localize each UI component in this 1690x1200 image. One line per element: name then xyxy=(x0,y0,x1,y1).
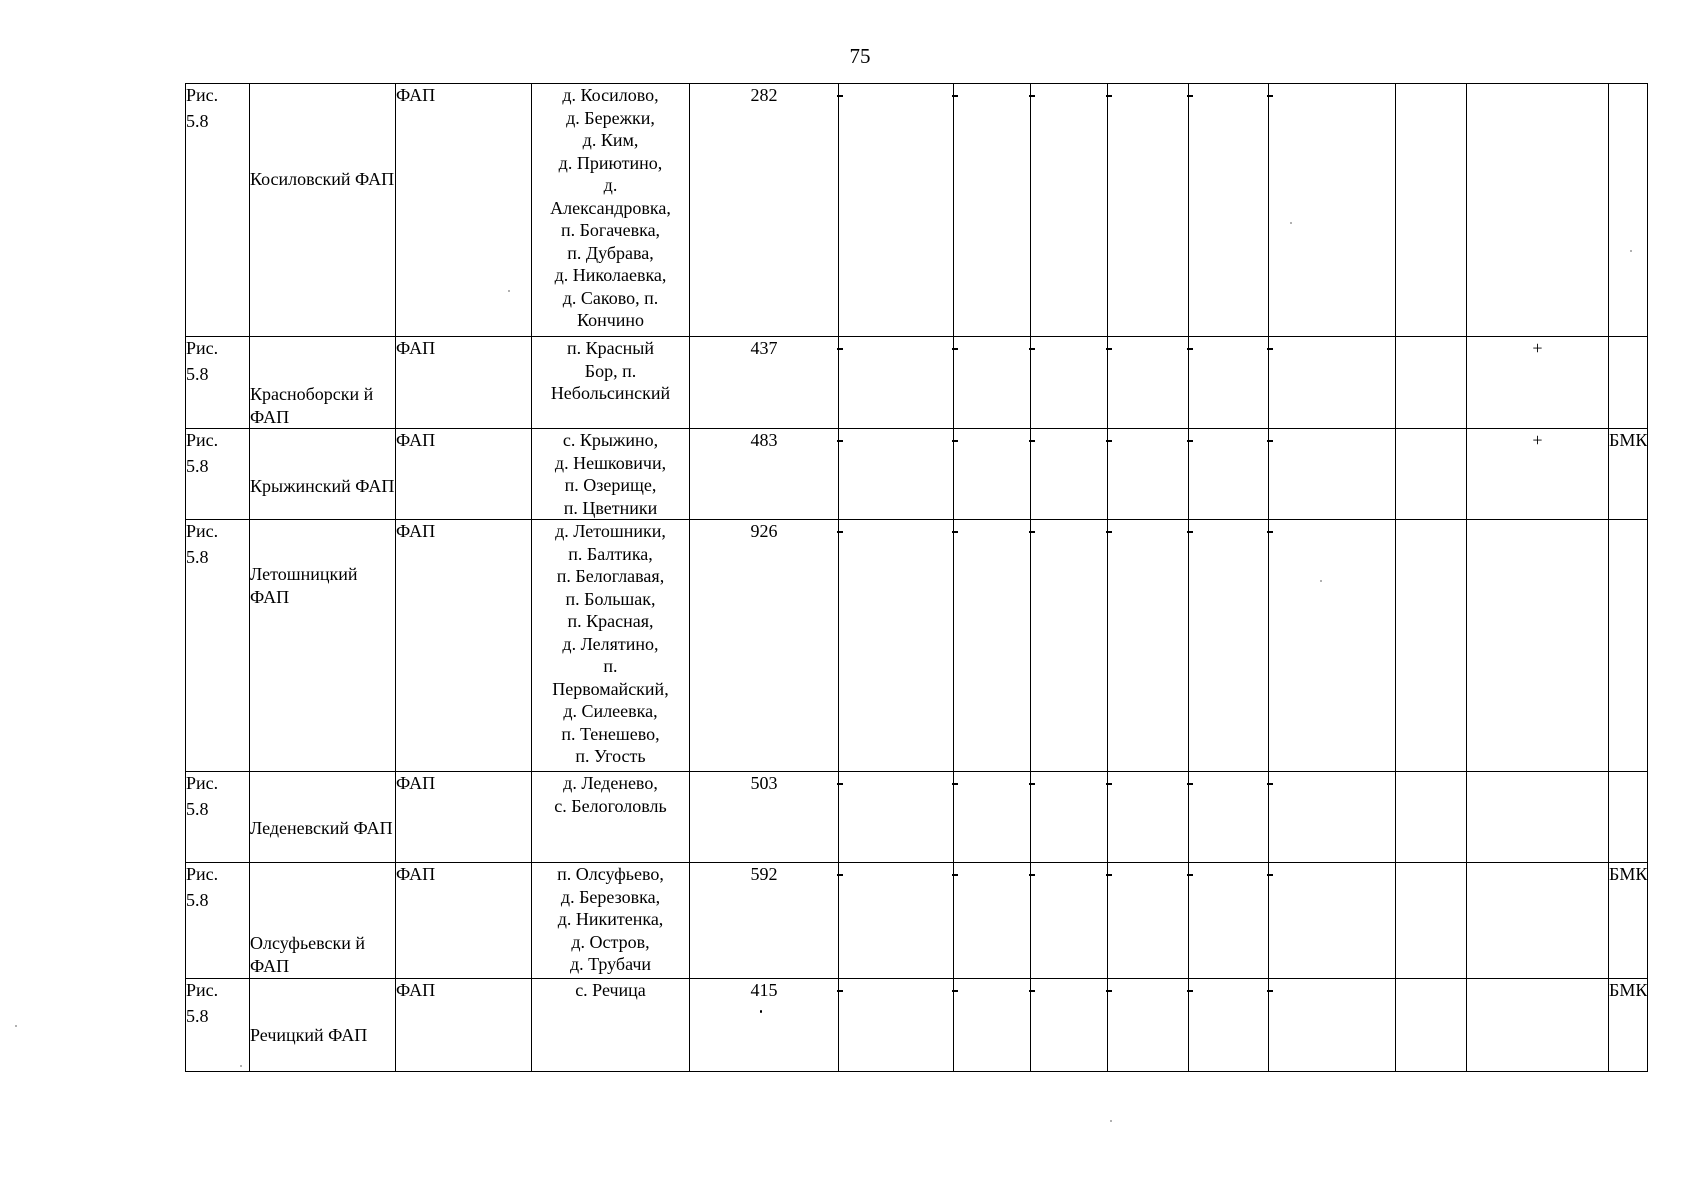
facility-type: ФАП xyxy=(396,864,436,884)
dash-cell xyxy=(1108,772,1189,863)
settlement-line: п. Красная, xyxy=(567,611,654,631)
population-cell xyxy=(690,429,839,520)
figure-ref-label: Рис. xyxy=(186,521,219,541)
dash-mark xyxy=(837,990,843,992)
figure-ref-cell xyxy=(186,337,250,429)
settlement-line: п. xyxy=(603,656,618,676)
figure-ref-cell xyxy=(186,863,250,979)
dash-cell xyxy=(1108,979,1189,1072)
empty-cell xyxy=(1396,520,1467,772)
note-cell xyxy=(1609,337,1648,429)
settlement-line: п. Красный xyxy=(567,338,654,358)
settlement-line: д. Лелятино, xyxy=(562,633,659,654)
settlement-line: д. Приютино, xyxy=(558,152,663,173)
table-row xyxy=(186,429,1648,520)
scan-speck xyxy=(240,1065,242,1067)
dash-cell xyxy=(1189,772,1269,863)
scan-speck xyxy=(508,290,510,292)
dash-mark xyxy=(1267,531,1273,533)
figure-ref-number: 5.8 xyxy=(186,363,209,384)
facility-name-cell xyxy=(250,429,396,520)
population-value: 592 xyxy=(750,864,778,884)
dash-mark xyxy=(952,440,958,442)
dash-mark xyxy=(1187,783,1193,785)
settlement-line: д. Никитенка, xyxy=(557,909,664,929)
dash-cell xyxy=(954,337,1031,429)
facility-type-cell xyxy=(396,337,532,429)
facility-name: Красноборски й ФАП xyxy=(250,384,374,427)
dash-cell xyxy=(1031,429,1108,520)
dash-mark xyxy=(1029,95,1035,97)
settlement-line: д. Бережки, xyxy=(566,107,655,128)
settlement-line: п. Олсуфьево, xyxy=(557,864,664,884)
population-value: 926 xyxy=(750,521,778,541)
note-cell xyxy=(1609,84,1648,337)
scan-speck xyxy=(1290,222,1292,224)
dash-cell xyxy=(1189,429,1269,520)
facility-name: Речицкий ФАП xyxy=(250,1025,368,1045)
dash-mark xyxy=(1187,440,1193,442)
dash-cell xyxy=(1031,979,1108,1072)
dash-cell xyxy=(839,337,954,429)
facility-name: Косиловский ФАП xyxy=(250,169,395,189)
table-row xyxy=(186,979,1648,1072)
settlement-line: д. xyxy=(603,175,618,195)
table-row xyxy=(186,84,1648,337)
dash-mark xyxy=(837,531,843,533)
dash-cell xyxy=(954,772,1031,863)
plus-mark-cell xyxy=(1467,337,1609,429)
population-value: 415 xyxy=(750,980,778,1000)
settlement-line: д. Косилово, xyxy=(562,85,659,105)
dash-mark xyxy=(837,874,843,876)
population-cell xyxy=(690,772,839,863)
settlement-line: п. Дубрава, xyxy=(567,242,654,263)
settlement-line: д. Летошники, xyxy=(555,521,666,541)
facility-name-cell xyxy=(250,863,396,979)
figure-ref-cell xyxy=(186,520,250,772)
facility-type: ФАП xyxy=(396,85,436,105)
dash-cell xyxy=(1031,337,1108,429)
served-settlements-cell xyxy=(532,772,690,863)
facility-type-cell xyxy=(396,772,532,863)
dash-cell xyxy=(839,429,954,520)
dash-cell xyxy=(1189,520,1269,772)
dash-cell xyxy=(1189,863,1269,979)
dash-cell xyxy=(1189,979,1269,1072)
dash-mark xyxy=(1106,348,1112,350)
empty-cell xyxy=(1396,337,1467,429)
dash-mark xyxy=(1029,990,1035,992)
dash-cell xyxy=(1269,520,1396,772)
dash-mark xyxy=(1106,990,1112,992)
settlement-line: с. Речица xyxy=(575,980,646,1000)
served-settlements-cell xyxy=(532,84,690,337)
dash-mark xyxy=(1106,783,1112,785)
facility-type-cell xyxy=(396,979,532,1072)
dash-mark xyxy=(1106,874,1112,876)
plus-mark: + xyxy=(1532,338,1543,358)
facility-name-cell xyxy=(250,520,396,772)
figure-ref-label: Рис. xyxy=(186,773,219,793)
figure-ref-cell xyxy=(186,429,250,520)
settlement-line: д. Трубачи xyxy=(569,954,652,974)
dash-mark xyxy=(1029,440,1035,442)
dash-mark xyxy=(1267,874,1273,876)
dash-cell xyxy=(1031,863,1108,979)
dash-cell xyxy=(839,979,954,1072)
population-value: 282 xyxy=(750,85,778,105)
served-settlements-cell xyxy=(532,979,690,1072)
dash-mark xyxy=(1187,531,1193,533)
note-value: БМК xyxy=(1609,980,1648,1000)
settlement-line: п. Озерище, xyxy=(564,475,657,495)
served-settlements-cell xyxy=(532,520,690,772)
dash-mark xyxy=(952,95,958,97)
figure-ref-label: Рис. xyxy=(186,338,219,358)
facility-type: ФАП xyxy=(396,521,436,541)
figure-ref-number: 5.8 xyxy=(186,546,209,567)
dash-cell xyxy=(839,863,954,979)
facility-name: Леденевский ФАП xyxy=(250,818,393,838)
population-cell xyxy=(690,863,839,979)
settlement-line: д. Николаевка, xyxy=(554,265,667,285)
dash-mark xyxy=(837,348,843,350)
dash-cell xyxy=(1031,520,1108,772)
figure-ref-number: 5.8 xyxy=(186,798,209,819)
dash-mark xyxy=(1267,990,1273,992)
settlement-line: п. Угость xyxy=(575,746,646,766)
dash-mark xyxy=(1267,783,1273,785)
note-value: БМК xyxy=(1609,430,1648,450)
plus-mark-cell xyxy=(1467,863,1609,979)
empty-cell xyxy=(1396,979,1467,1072)
population-cell xyxy=(690,979,839,1072)
facility-type-cell xyxy=(396,84,532,337)
facility-name-cell xyxy=(250,84,396,337)
figure-ref-cell xyxy=(186,84,250,337)
dash-cell xyxy=(954,979,1031,1072)
scan-speck xyxy=(1320,580,1322,582)
dash-mark xyxy=(1029,874,1035,876)
note-cell xyxy=(1609,772,1648,863)
plus-mark: + xyxy=(1532,430,1543,450)
dash-mark xyxy=(952,874,958,876)
settlement-line: д. Ким, xyxy=(582,130,639,150)
settlement-line: п. Большак, xyxy=(565,588,656,609)
table-row xyxy=(186,863,1648,979)
dash-mark xyxy=(1267,348,1273,350)
dash-mark xyxy=(952,990,958,992)
dash-mark xyxy=(1029,531,1035,533)
facility-name-cell xyxy=(250,772,396,863)
population-value: 503 xyxy=(750,773,778,793)
settlement-line: п. Богачевка, xyxy=(560,220,661,240)
dash-mark xyxy=(1267,440,1273,442)
settlement-line: д. Леденево, xyxy=(563,773,658,793)
dash-mark xyxy=(1187,95,1193,97)
settlement-line: с. Крыжино, xyxy=(562,430,659,450)
plus-mark-cell xyxy=(1467,772,1609,863)
dash-mark xyxy=(837,783,843,785)
dash-mark xyxy=(952,783,958,785)
scan-speck xyxy=(760,1010,762,1013)
dash-cell xyxy=(954,863,1031,979)
served-settlements-cell xyxy=(532,337,690,429)
settlement-line: п. Цветники xyxy=(563,497,658,518)
plus-mark-cell xyxy=(1467,429,1609,520)
population-value: 483 xyxy=(750,430,778,450)
dash-mark xyxy=(952,348,958,350)
note-value: БМК xyxy=(1609,864,1648,884)
figure-ref-label: Рис. xyxy=(186,980,219,1000)
dash-mark xyxy=(1029,783,1035,785)
settlement-line: Первомайский, xyxy=(552,678,669,699)
dash-cell xyxy=(839,772,954,863)
table-row xyxy=(186,337,1648,429)
facility-name: Летошницкий ФАП xyxy=(250,564,358,607)
dash-mark xyxy=(837,440,843,442)
dash-cell xyxy=(839,520,954,772)
dash-mark xyxy=(837,95,843,97)
facility-type-cell xyxy=(396,520,532,772)
page-number: 75 xyxy=(849,44,871,68)
empty-cell xyxy=(1396,863,1467,979)
figure-ref-label: Рис. xyxy=(186,864,219,884)
settlement-line: с. Белоголовль xyxy=(554,795,667,816)
dash-cell xyxy=(839,84,954,337)
note-cell xyxy=(1609,863,1648,979)
dash-mark xyxy=(1029,348,1035,350)
facility-name-cell xyxy=(250,337,396,429)
scan-speck xyxy=(1630,250,1632,252)
note-cell xyxy=(1609,520,1648,772)
dash-cell xyxy=(1108,520,1189,772)
facility-name-cell xyxy=(250,979,396,1072)
dash-mark xyxy=(1187,990,1193,992)
dash-cell xyxy=(1108,84,1189,337)
dash-cell xyxy=(954,429,1031,520)
settlement-line: Бор, п. xyxy=(584,360,637,381)
dash-mark xyxy=(1106,95,1112,97)
dash-cell xyxy=(954,520,1031,772)
empty-cell xyxy=(1396,84,1467,337)
population-cell xyxy=(690,337,839,429)
dash-mark xyxy=(1187,874,1193,876)
plus-mark-cell xyxy=(1467,520,1609,772)
empty-cell xyxy=(1396,772,1467,863)
dash-mark xyxy=(952,531,958,533)
figure-ref-cell xyxy=(186,772,250,863)
dash-cell xyxy=(1108,429,1189,520)
dash-cell xyxy=(1269,337,1396,429)
figure-ref-number: 5.8 xyxy=(186,455,209,476)
settlement-line: п. Тенешево, xyxy=(561,723,660,744)
dash-cell xyxy=(954,84,1031,337)
settlement-line: д. Силеевка, xyxy=(563,701,658,721)
dash-cell xyxy=(1269,979,1396,1072)
table-row xyxy=(186,520,1648,772)
settlement-line: д. Саково, п. xyxy=(562,287,659,308)
dash-mark xyxy=(1106,531,1112,533)
facility-type: ФАП xyxy=(396,773,436,793)
empty-cell xyxy=(1396,429,1467,520)
plus-mark-cell xyxy=(1467,84,1609,337)
settlement-line: п. Балтика, xyxy=(568,543,653,564)
population-cell xyxy=(690,520,839,772)
facility-name: Крыжинский ФАП xyxy=(250,476,395,496)
table-row xyxy=(186,772,1648,863)
population-value: 437 xyxy=(750,338,778,358)
settlement-line: д. Нешковичи, xyxy=(554,452,667,473)
facilities-table xyxy=(185,83,1648,1072)
dash-cell xyxy=(1031,84,1108,337)
facility-type: ФАП xyxy=(396,430,436,450)
dash-cell xyxy=(1269,84,1396,337)
dash-cell xyxy=(1269,772,1396,863)
facility-type: ФАП xyxy=(396,338,436,358)
facility-name: Олсуфьевски й ФАП xyxy=(250,933,366,976)
dash-mark xyxy=(1106,440,1112,442)
settlement-line: д. Березовка, xyxy=(560,886,661,907)
facility-type-cell xyxy=(396,863,532,979)
facility-type: ФАП xyxy=(396,980,436,1000)
dash-mark xyxy=(1267,95,1273,97)
note-cell xyxy=(1609,979,1648,1072)
dash-cell xyxy=(1269,429,1396,520)
dash-mark xyxy=(1187,348,1193,350)
settlement-line: Александровка, xyxy=(550,197,671,218)
figure-ref-label: Рис. xyxy=(186,85,219,105)
note-cell xyxy=(1609,429,1648,520)
settlement-line: д. Остров, xyxy=(571,931,650,952)
figure-ref-label: Рис. xyxy=(186,430,219,450)
dash-cell xyxy=(1189,84,1269,337)
served-settlements-cell xyxy=(532,429,690,520)
scan-speck xyxy=(15,1025,17,1027)
facility-type-cell xyxy=(396,429,532,520)
dash-cell xyxy=(1189,337,1269,429)
settlement-line: Кончино xyxy=(576,310,645,330)
settlement-line: Небольсинский xyxy=(550,383,671,403)
dash-cell xyxy=(1108,337,1189,429)
dash-cell xyxy=(1269,863,1396,979)
settlement-line: п. Белоглавая, xyxy=(556,566,665,586)
figure-ref-number: 5.8 xyxy=(186,1005,209,1026)
dash-cell xyxy=(1031,772,1108,863)
served-settlements-cell xyxy=(532,863,690,979)
population-cell xyxy=(690,84,839,337)
scan-speck xyxy=(1110,1120,1112,1122)
figure-ref-number: 5.8 xyxy=(186,110,209,131)
figure-ref-number: 5.8 xyxy=(186,889,209,910)
plus-mark-cell xyxy=(1467,979,1609,1072)
figure-ref-cell xyxy=(186,979,250,1072)
dash-cell xyxy=(1108,863,1189,979)
